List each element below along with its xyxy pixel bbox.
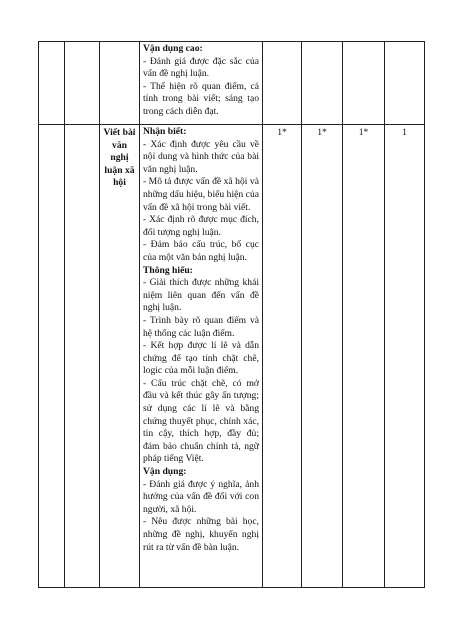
question-count-cell: 1* <box>343 125 385 588</box>
question-count-cell <box>343 42 385 125</box>
index-cell <box>39 42 65 125</box>
description-cell <box>140 125 263 588</box>
table-row <box>39 125 425 588</box>
level-heading: Vận dụng: <box>143 466 187 478</box>
level-heading: Vận dụng cao: <box>143 43 203 54</box>
level-heading: Nhận biết: <box>143 126 187 137</box>
table-row <box>39 42 425 125</box>
description-cell <box>140 42 263 125</box>
criterion-text: - Mô tả được vấn đề xã hội và những dấu hiệu, biểu hiện của vấn đề xã hội trong bài viết. <box>143 176 259 213</box>
criterion-text: - Đảm bảo cấu trúc, bố cục của một văn bản nghị luận. <box>143 239 259 263</box>
content-cell <box>65 42 100 125</box>
level-heading: Thông hiểu: <box>143 264 193 276</box>
criterion-text: - Cấu trúc chặt chẽ, có mở đầu và kết thúc gây ấn tượng; sử dụng các lí lẽ và bằng chứng thuyết phục, chính xác, tin cậy, thích hợp, đầy đủ; đảm bảo chuẩn chính tả, ngữ pháp tiếng Việt. <box>143 377 259 465</box>
criterion-text: - Xác định được yêu cầu về nội dung và hình thức của bài văn nghị luận. <box>143 138 259 175</box>
index-cell <box>39 125 65 588</box>
criterion-text: - Nêu được những bài học, những đề nghị, khuyến nghị rút ra từ vấn đề bàn luận. <box>143 516 259 553</box>
table-body <box>39 42 425 588</box>
question-count-cell <box>385 42 425 125</box>
question-count-cell <box>302 42 343 125</box>
criterion-text: - Trình bày rõ quan điểm và hệ thống các luận điểm. <box>143 314 259 339</box>
question-count-cell: 1* <box>263 125 302 588</box>
criterion-text: - Đánh giá được đặc sắc của vấn đề nghị luận. <box>143 55 259 80</box>
criterion-text: - Giải thích được những khái niệm liên quan đến vấn đề nghị luận. <box>143 277 259 314</box>
criterion-text: - Thể hiện rõ quan điểm, cá tính trong bài viết; sáng tạo trong cách diễn đạt. <box>143 80 259 117</box>
topic-cell: Viết bài văn nghị luận xã hội <box>100 125 140 588</box>
question-count-cell <box>263 42 302 125</box>
criterion-text: - Kết hợp được lí lẽ và dẫn chứng để tạo tính chặt chẽ, logic của mỗi luận điểm. <box>143 340 259 377</box>
assessment-matrix-table <box>38 41 425 588</box>
question-count-cell: 1* <box>302 125 343 588</box>
criterion-text: - Xác định rõ được mục đích, đối tượng nghị luận. <box>143 214 259 238</box>
topic-cell <box>100 42 140 125</box>
question-count-cell: 1 <box>385 125 425 588</box>
criterion-text: - Đánh giá được ý nghĩa, ảnh hưởng của vấn đề đối với con người, xã hội. <box>143 478 259 515</box>
content-cell <box>65 125 100 588</box>
